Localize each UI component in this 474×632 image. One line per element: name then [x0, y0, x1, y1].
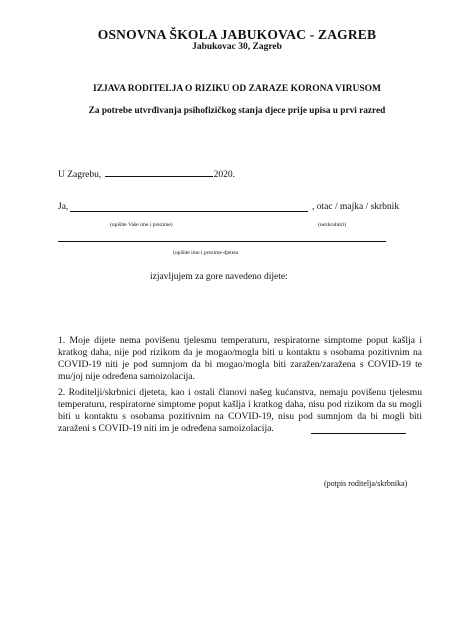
declaration-text: izjavljujem za gore navedeno dijete:: [150, 272, 288, 282]
year-label: 2020.: [213, 170, 236, 180]
role-label: , otac / majka / skrbnik: [312, 202, 400, 212]
school-name: OSNOVNA ŠKOLA JABUKOVAC - ZAGREB: [97, 27, 377, 42]
hint-parent-name: (upišite Vaše ime i prezime): [110, 222, 173, 228]
document-subtitle: Za potrebe utvrđivanja psihofizičkog stanja djece prije upisa u prvi razred: [88, 106, 386, 116]
place-label: U Zagrebu,: [58, 170, 102, 180]
child-name-blank[interactable]: [58, 241, 386, 242]
signature-label: (potpis roditelja/skrbnika): [324, 479, 408, 488]
statement-paragraph-1: 1. Moje dijete nema povišenu tjelesmu temperaturu, respiratorne simptome poput kašlja i kratkog daha, nije pod rizikom da je mogao/mogla biti u kontaktu s osobama pozitivnim na COVID-19 niti je pod sumnjom da bi mogao/mogla biti zaražen/zaražena s COVID-19 te mu/joj nije određena samoizolacija.: [58, 334, 422, 382]
hint-strike: (nezkrubitri): [318, 222, 347, 228]
date-blank[interactable]: [105, 167, 213, 177]
document-title: IZJAVA RODITELJA O RIZIKU OD ZARAZE KORONA VIRUSOM: [93, 84, 381, 94]
school-address: Jabukovac 30, Zagreb: [192, 42, 282, 52]
place-date-line: [58, 167, 235, 180]
hint-child-name: (upišite ime i prezime djeteta: [173, 250, 239, 256]
statement-paragraph-2: 2. Roditelji/skrbnici djeteta, kao i ostali članovi našeg kućanstva, nemaju povišenu tjelesmu temperaturu, respiratorne simptome poput kašlja i kratkog daha, nisu pod rizikom da su mogli biti u kontaktu s osobama pozitivnim na COVID-19, nisu pod sumnjom da bi mogli biti zaraženi s COVID-19 niti im je određena samoizolacija.: [58, 386, 422, 434]
ja-label: Ja,: [58, 202, 69, 212]
signature-blank[interactable]: [311, 433, 406, 434]
parent-name-blank[interactable]: [70, 211, 308, 212]
